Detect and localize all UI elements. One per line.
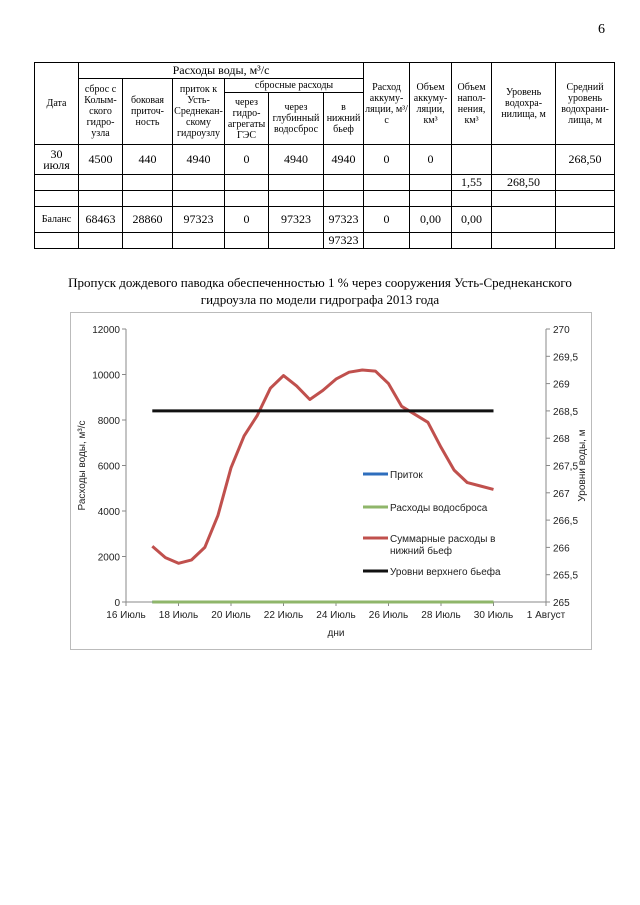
header-discharge-group: сбросные расходы bbox=[225, 79, 364, 93]
header-water-discharge: Расходы воды, м³/с bbox=[79, 63, 364, 79]
table-cell bbox=[324, 175, 364, 191]
table-cell bbox=[225, 233, 269, 249]
table-cell: 0 bbox=[225, 207, 269, 233]
table-cell bbox=[173, 191, 225, 207]
header-spillway: через глубинный водосброс bbox=[269, 93, 324, 145]
table-cell: 1,55 bbox=[452, 175, 492, 191]
table-cell: 0,00 bbox=[410, 207, 452, 233]
y2-tick-label: 266,5 bbox=[553, 516, 579, 528]
table-cell: 4500 bbox=[79, 145, 123, 175]
table-cell bbox=[79, 175, 123, 191]
table-cell bbox=[79, 191, 123, 207]
y2-axis-title: Уровни воды, м bbox=[577, 429, 588, 502]
table-cell: 4940 bbox=[269, 145, 324, 175]
chart-caption: Пропуск дождевого паводка обеспеченностью 1 % через сооружения Усть-Среднеканского гидроузла по модели гидрографа 2013 года bbox=[68, 275, 572, 307]
table-cell bbox=[556, 207, 615, 233]
chart-frame bbox=[70, 312, 592, 650]
water-discharge-table bbox=[34, 62, 615, 249]
y-tick-label: 8000 bbox=[97, 416, 120, 427]
y-tick-label: 4000 bbox=[97, 507, 120, 518]
table-cell bbox=[556, 233, 615, 249]
table-cell bbox=[410, 191, 452, 207]
table-cell: 97323 bbox=[173, 207, 225, 233]
table-cell bbox=[35, 175, 79, 191]
table-cell bbox=[269, 175, 324, 191]
y2-tick-label: 267,5 bbox=[553, 461, 579, 473]
y2-tick-label: 269 bbox=[553, 379, 570, 391]
header-date: Дата bbox=[35, 63, 79, 145]
y2-tick-label: 268,5 bbox=[553, 406, 579, 418]
header-fill-volume: Объем напол-нения, км³ bbox=[452, 63, 492, 145]
table-cell: 68463 bbox=[79, 207, 123, 233]
table-cell bbox=[410, 233, 452, 249]
x-tick-label: 20 Июль bbox=[211, 610, 251, 621]
table-cell: 97323 bbox=[324, 207, 364, 233]
y2-tick-label: 267 bbox=[553, 488, 570, 500]
legend-label: Расходы водосброса bbox=[390, 503, 488, 514]
table-cell: 268,50 bbox=[556, 145, 615, 175]
legend-label: Приток bbox=[390, 470, 423, 481]
y2-tick-label: 265 bbox=[553, 598, 570, 609]
header-tailwater: в нижний бьеф bbox=[324, 93, 364, 145]
legend-label: нижний бьеф bbox=[390, 546, 452, 557]
x-tick-label: 18 Июль bbox=[158, 610, 199, 621]
table-cell: 28860 bbox=[123, 207, 173, 233]
table-cell: 268,50 bbox=[492, 175, 556, 191]
table-cell bbox=[364, 233, 410, 249]
table-cell bbox=[364, 175, 410, 191]
table-cell bbox=[35, 233, 79, 249]
y-axis-title: Расходы воды, м³/с bbox=[77, 420, 88, 511]
y-tick-label: 6000 bbox=[97, 461, 120, 473]
header-reservoir-level: Уровень водохра-нилища, м bbox=[492, 63, 556, 145]
table-cell bbox=[173, 175, 225, 191]
table-cell bbox=[123, 191, 173, 207]
table-cell bbox=[225, 175, 269, 191]
table-cell: 0,00 bbox=[452, 207, 492, 233]
header-accum-volume: Объем аккуму-ляции, км³ bbox=[410, 63, 452, 145]
table-cell: 440 bbox=[123, 145, 173, 175]
table-cell bbox=[492, 145, 556, 175]
header-kolyma-discharge: сброс с Колым-ского гидро-узла bbox=[79, 79, 123, 145]
x-tick-label: 24 Июль bbox=[316, 610, 356, 621]
table-cell: 4940 bbox=[324, 145, 364, 175]
y-tick-label: 10000 bbox=[92, 370, 120, 382]
discharge-level-chart bbox=[71, 313, 591, 649]
y2-tick-label: 268 bbox=[553, 434, 570, 446]
x-tick-label: 1 Август bbox=[526, 610, 566, 621]
x-tick-label: 26 Июль bbox=[368, 610, 409, 621]
y-tick-label: 0 bbox=[114, 598, 120, 609]
table-cell bbox=[556, 191, 615, 207]
x-tick-label: 16 Июль bbox=[106, 610, 146, 621]
table-cell: 0 bbox=[364, 207, 410, 233]
table-cell bbox=[452, 233, 492, 249]
table-cell: 4940 bbox=[173, 145, 225, 175]
header-hpp: через гидро-агрегаты ГЭС bbox=[225, 93, 269, 145]
table-cell bbox=[492, 207, 556, 233]
table-cell: 97323 bbox=[324, 233, 364, 249]
table-cell bbox=[324, 191, 364, 207]
header-lateral-inflow: боковая приточ-ность bbox=[123, 79, 173, 145]
y2-tick-label: 266 bbox=[553, 543, 570, 555]
x-tick-label: 30 Июль bbox=[473, 610, 514, 621]
table-cell bbox=[492, 233, 556, 249]
y2-tick-label: 265,5 bbox=[553, 570, 579, 582]
table-cell: 97323 bbox=[269, 207, 324, 233]
y2-tick-label: 270 bbox=[553, 325, 570, 336]
table-cell bbox=[225, 191, 269, 207]
x-tick-label: 22 Июль bbox=[263, 610, 304, 621]
table-cell bbox=[173, 233, 225, 249]
table-cell: Баланс bbox=[35, 207, 79, 233]
table-cell bbox=[452, 191, 492, 207]
table-cell bbox=[123, 175, 173, 191]
table-cell bbox=[79, 233, 123, 249]
legend-label: Суммарные расходы в bbox=[390, 534, 496, 545]
table-cell bbox=[410, 175, 452, 191]
x-tick-label: 28 Июль bbox=[421, 610, 461, 621]
table-cell: 0 bbox=[410, 145, 452, 175]
header-avg-level: Средний уровень водохрани-лища, м bbox=[556, 63, 615, 145]
x-axis-title: дни bbox=[327, 628, 345, 639]
table-cell bbox=[35, 191, 79, 207]
y-tick-label: 2000 bbox=[97, 552, 120, 564]
header-accum-rate: Расход аккуму-ляции, м³/с bbox=[364, 63, 410, 145]
table-cell bbox=[556, 175, 615, 191]
table-cell bbox=[269, 233, 324, 249]
table-cell bbox=[123, 233, 173, 249]
y2-tick-label: 269,5 bbox=[553, 352, 579, 364]
page-number: 6 bbox=[598, 22, 605, 37]
table-cell bbox=[452, 145, 492, 175]
y-tick-label: 12000 bbox=[92, 325, 120, 336]
table-cell: 0 bbox=[364, 145, 410, 175]
header-inflow: приток к Усть-Среднекан-скому гидроузлу bbox=[173, 79, 225, 145]
legend-label: Уровни верхнего бьефа bbox=[390, 567, 501, 578]
table-cell: 0 bbox=[225, 145, 269, 175]
table-cell bbox=[364, 191, 410, 207]
table-cell: 30 июля bbox=[35, 145, 79, 175]
table-cell bbox=[492, 191, 556, 207]
table-cell bbox=[269, 191, 324, 207]
